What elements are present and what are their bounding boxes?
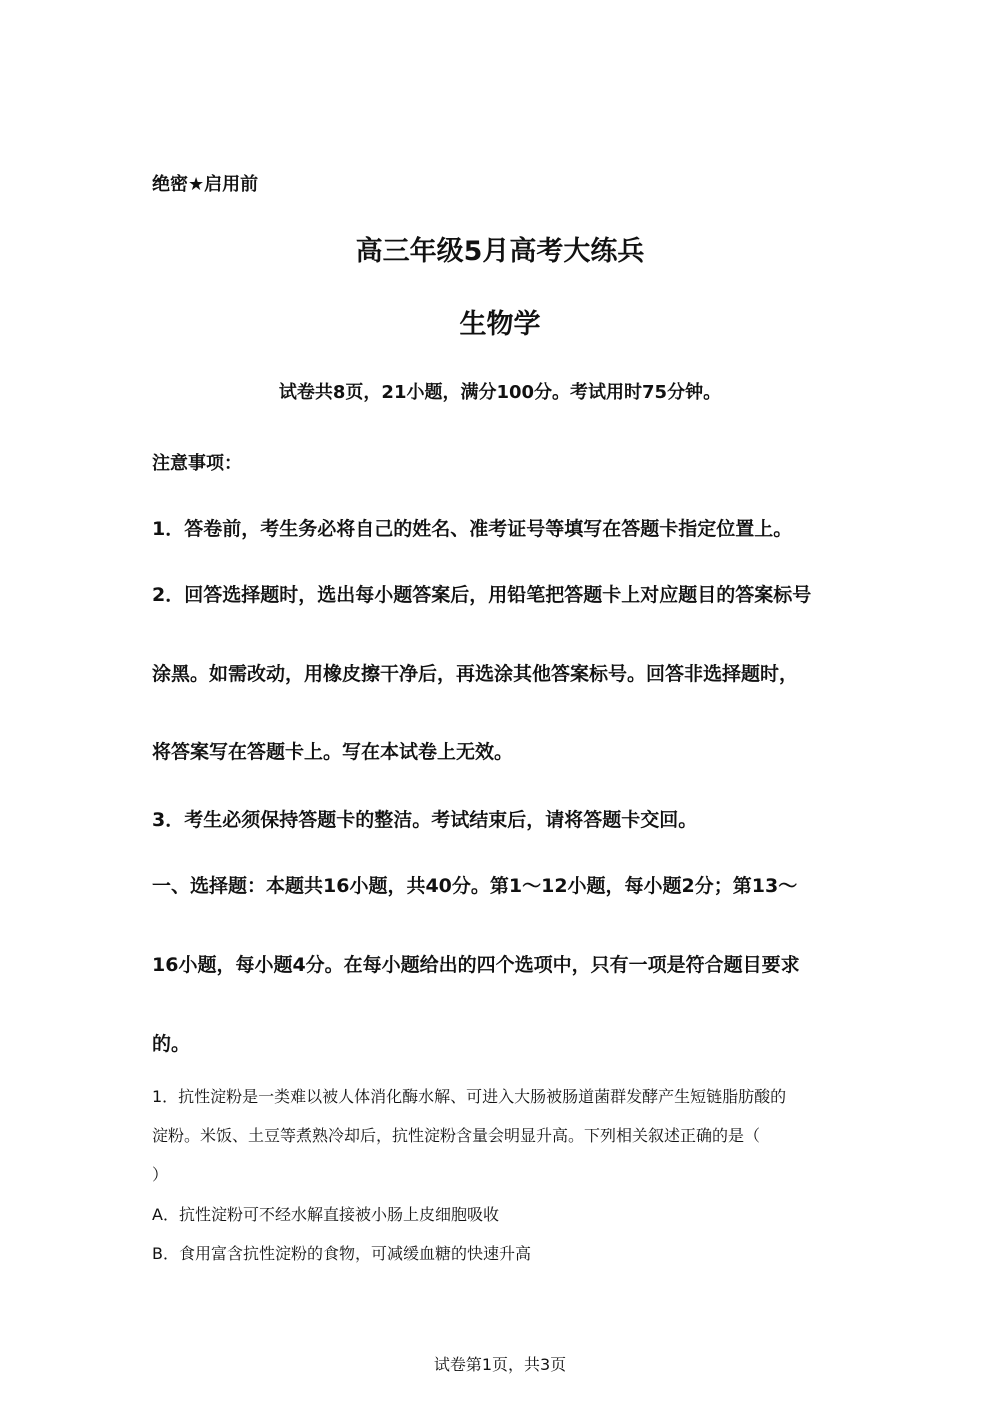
section-heading-line-1: 一、选择题：本题共16小题，共40分。第1～12小题，每小题2分；第13～ xyxy=(152,875,798,897)
question-1-stem-line-2: 淀粉。米饭、土豆等煮熟冷却后，抗性淀粉含量会明显升高。下列相关叙述正确的是（ xyxy=(152,1126,761,1145)
notice-label: 注意事项： xyxy=(152,453,242,474)
section-heading-line-3: 的。 xyxy=(152,1033,191,1055)
page-footer: 试卷第1页，共3页 xyxy=(433,1355,567,1374)
exam-title: 高三年级5月高考大练兵 xyxy=(355,236,645,267)
section-heading-line-2: 16小题，每小题4分。在每小题给出的四个选项中，只有一项是符合题目要求 xyxy=(152,954,800,976)
notice-item-3: 3．考生必须保持答题卡的整洁。考试结束后，请将答题卡交回。 xyxy=(152,809,698,831)
question-1-option-b: B．食用富含抗性淀粉的食物，可减缓血糖的快速升高 xyxy=(152,1244,531,1263)
subject-title: 生物学 xyxy=(459,309,541,340)
secret-mark: 绝密★启用前 xyxy=(152,174,259,195)
notice-item-2-line-2: 涂黑。如需改动，用橡皮擦干净后，再选涂其他答案标号。回答非选择题时， xyxy=(152,663,799,685)
question-1-stem-line-3: ） xyxy=(152,1165,169,1184)
notice-item-2-line-3: 将答案写在答题卡上。写在本试卷上无效。 xyxy=(152,741,514,763)
question-1-option-a: A．抗性淀粉可不经水解直接被小肠上皮细胞吸收 xyxy=(152,1205,499,1224)
notice-item-2-line-1: 2．回答选择题时，选出每小题答案后，用铅笔把答题卡上对应题目的答案标号 xyxy=(152,584,812,606)
question-1-stem-line-1: 1．抗性淀粉是一类难以被人体消化酶水解、可进入大肠被肠道菌群发酵产生短链脂肪酸的 xyxy=(152,1087,787,1106)
exam-info: 试卷共8页，21小题，满分100分。考试用时75分钟。 xyxy=(278,382,722,403)
notice-item-1: 1．答卷前，考生务必将自己的姓名、准考证号等填写在答题卡指定位置上。 xyxy=(152,518,793,540)
